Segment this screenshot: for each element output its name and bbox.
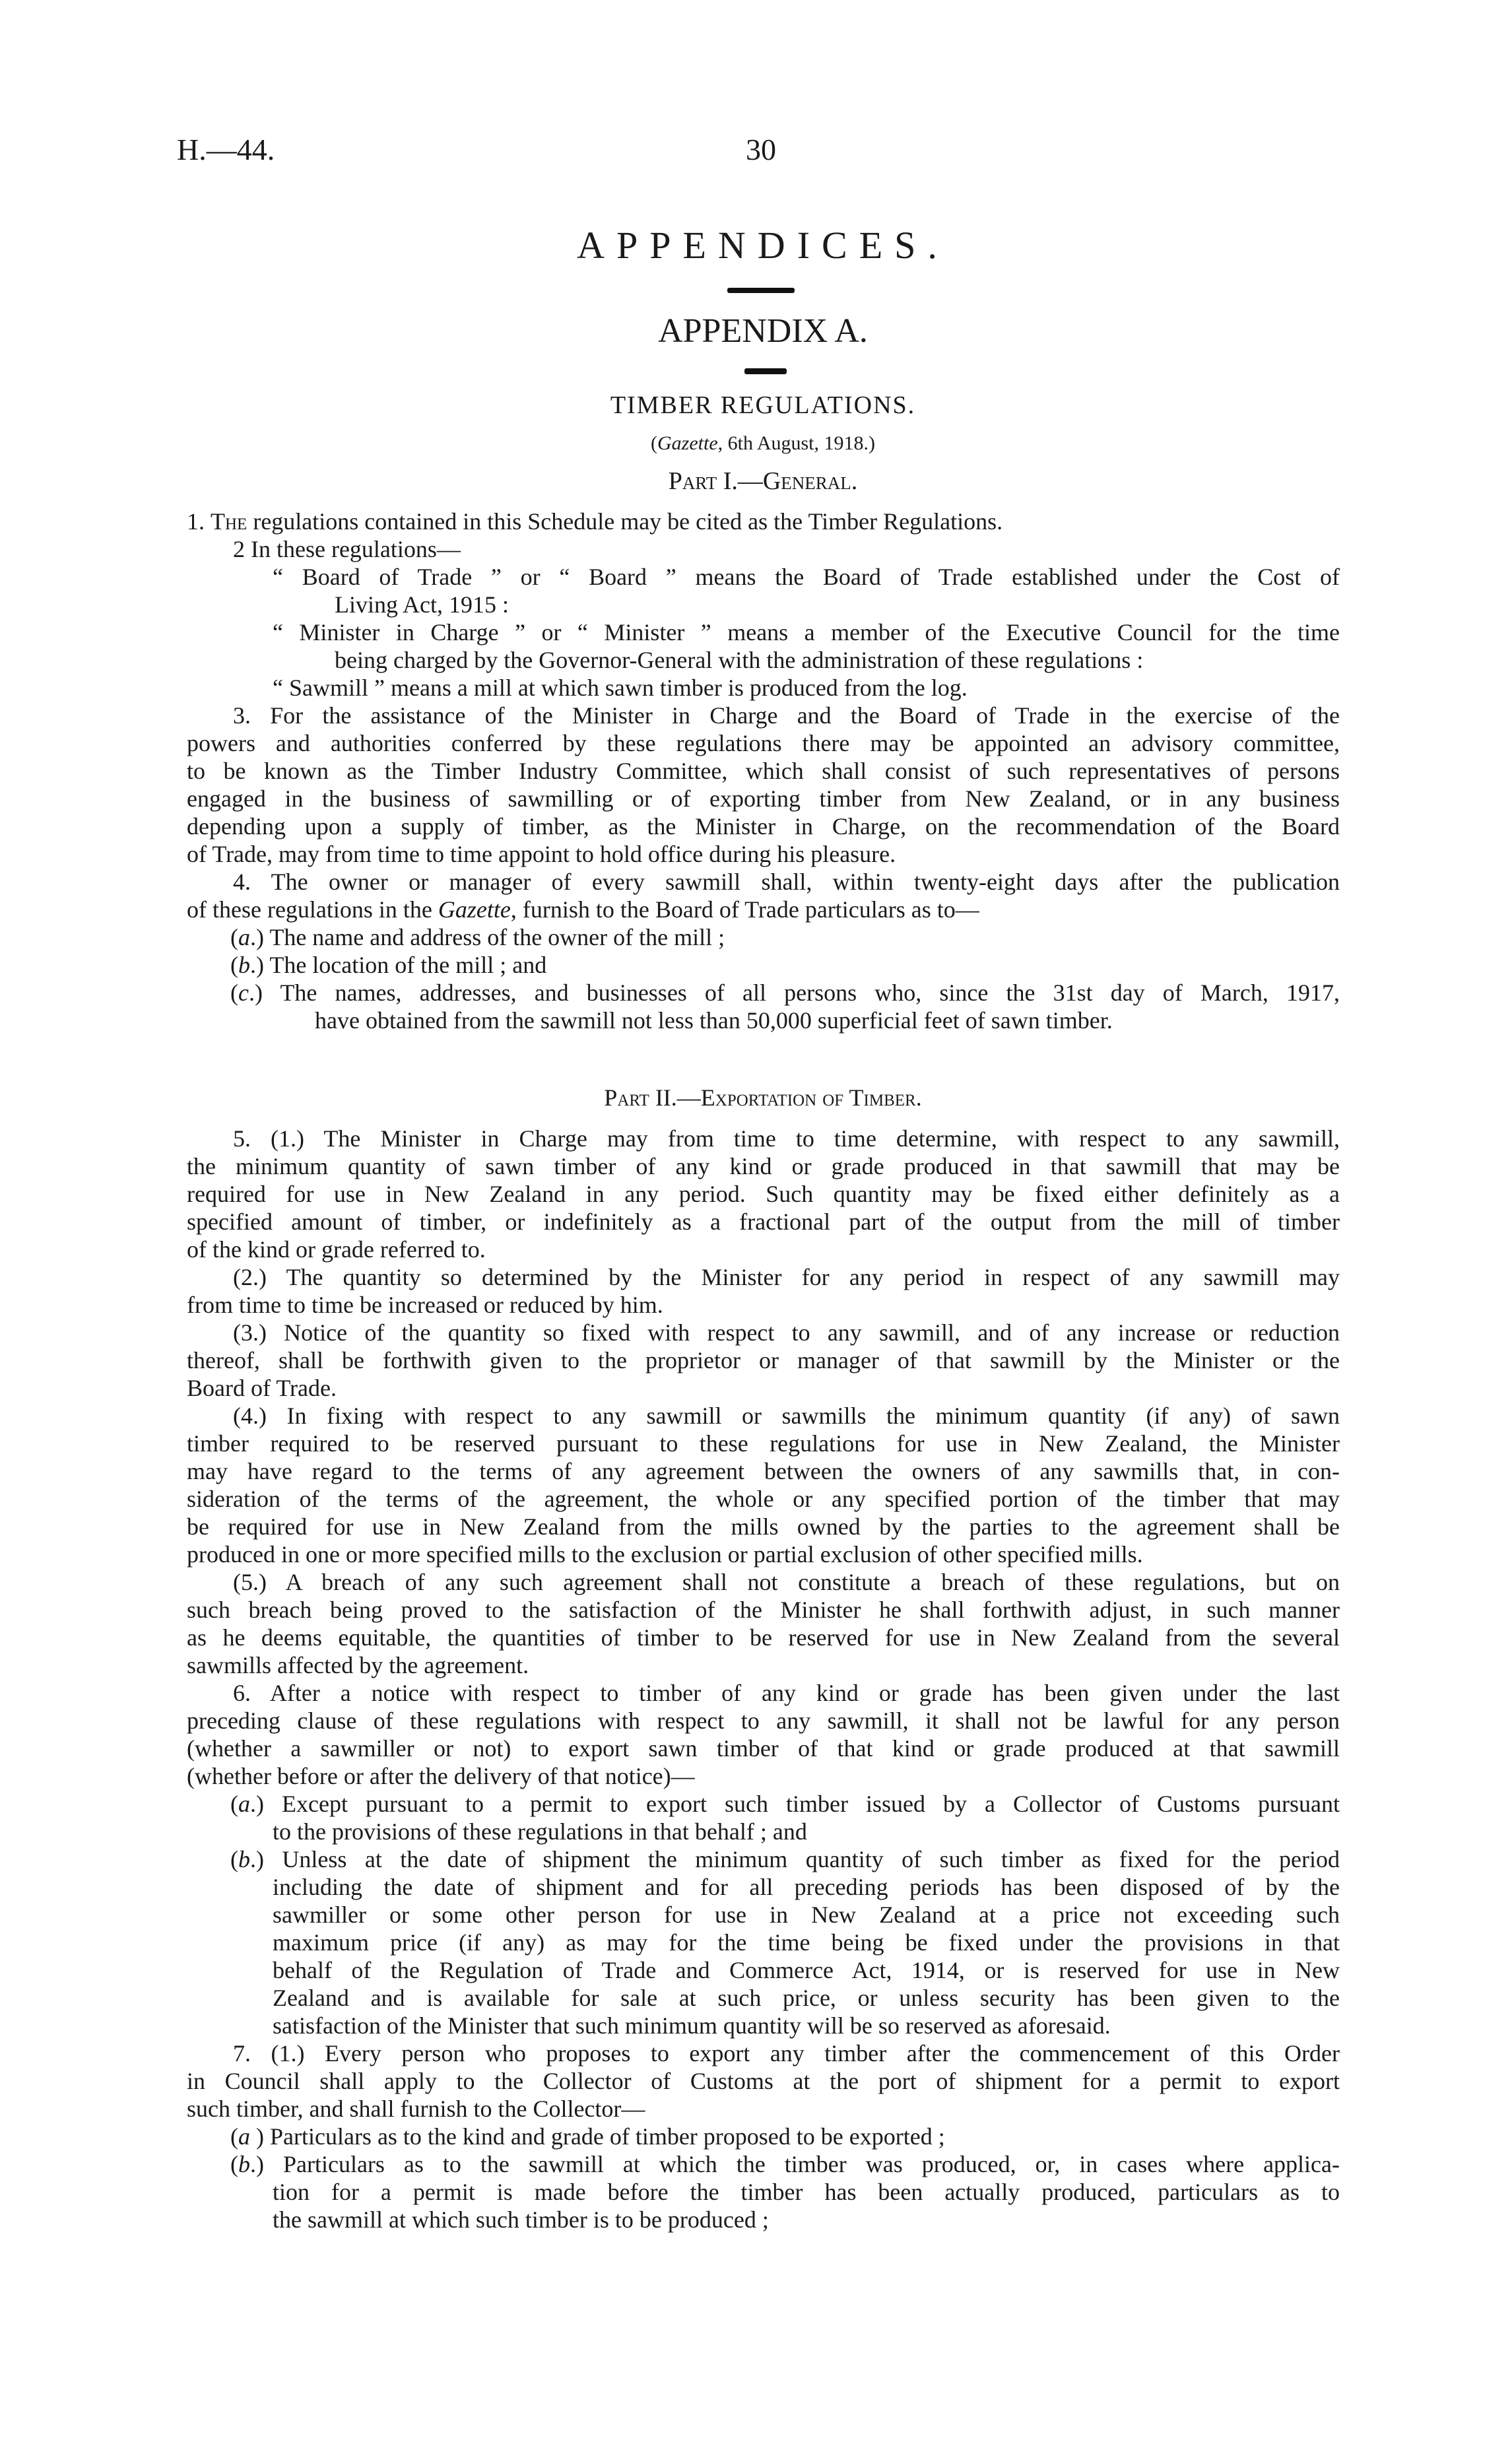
text-line <box>187 923 1340 951</box>
text-line <box>187 1901 1340 1929</box>
text-line <box>187 563 1340 591</box>
text-line <box>187 1956 1340 1984</box>
text-line <box>187 1984 1340 2012</box>
text-line <box>187 896 1340 923</box>
text-segment: to be known as the Timber Industry Committee, which shall consist of such representatives of persons <box>187 758 1340 784</box>
text-line <box>187 1007 1340 1034</box>
text-line <box>187 979 1340 1007</box>
text-line <box>187 1873 1340 1901</box>
text-segment: (2.) The quantity so determined by the Minister for any period in respect of any sawmill may <box>233 1264 1340 1290</box>
text-segment: 7. (1.) Every person who proposes to export any timber after the commencement of this Order <box>233 2040 1340 2067</box>
page-number: 30 <box>746 133 776 166</box>
text-line <box>187 1762 1340 1790</box>
text-segment: regulations contained in this Schedule may be cited as the Timber Regulations. <box>247 508 1003 535</box>
text-segment: c <box>238 979 249 1006</box>
text-segment: “ Board of Trade ” or “ Board ” means the Board of Trade established under the Cost of <box>273 564 1340 590</box>
text-segment: The <box>211 508 247 535</box>
text-segment: 2 In these regulations— <box>233 536 461 562</box>
text-line <box>187 1596 1340 1624</box>
text-line <box>187 785 1340 812</box>
text-line <box>187 1513 1340 1540</box>
text-segment: (whether a sawmiller or not) to export sawn timber of that kind or grade produced at that sawmill <box>187 1735 1340 1762</box>
text-line <box>187 1208 1340 1236</box>
text-line <box>187 1236 1340 1263</box>
text-line <box>187 1402 1340 1430</box>
text-line <box>187 2123 1340 2150</box>
text-line <box>187 1457 1340 1485</box>
gazette-name: Gazette <box>657 432 718 454</box>
text-segment: of these regulations in the <box>187 896 438 923</box>
text-line <box>187 535 1340 563</box>
text-segment: ( <box>230 1846 238 1872</box>
text-segment: maximum price (if any) as may for the time being be fixed under the provisions in that <box>273 1929 1340 1956</box>
text-segment: 5. (1.) The Minister in Charge may from time to time determine, with respect to any sawmill, <box>233 1125 1340 1152</box>
text-segment: Zealand and is available for sale at such price, or unless security has been given to the <box>273 1985 1340 2011</box>
text-segment: preceding clause of these regulations with respect to any sawmill, it shall not be lawful for any person <box>187 1707 1340 1734</box>
text-segment: as he deems equitable, the quantities of timber to be reserved for use in New Zealand from the several <box>187 1624 1340 1651</box>
text-line <box>187 1707 1340 1735</box>
text-line <box>187 1180 1340 1208</box>
text-segment: such breach being proved to the satisfaction of the Minister he shall forthwith adjust, in such manner <box>187 1597 1340 1623</box>
text-line <box>187 1624 1340 1651</box>
text-segment: (whether before or after the delivery of that notice)— <box>187 1763 695 1789</box>
text-line <box>187 1430 1340 1457</box>
text-segment: .) The names, addresses, and businesses of all persons who, since the 31st day of March, 1917, <box>248 979 1340 1006</box>
text-segment: Gazette <box>438 896 511 923</box>
text-segment: b <box>238 952 250 978</box>
text-segment: ( <box>230 924 238 950</box>
text-line <box>187 2206 1340 2233</box>
appendix-a-heading: APPENDIX A. <box>658 312 868 350</box>
text-line <box>187 1568 1340 1596</box>
text-segment: “ Sawmill ” means a mill at which sawn timber is produced from the log. <box>273 675 968 701</box>
text-line <box>187 702 1340 729</box>
text-segment: engaged in the business of sawmilling or of exporting timber from New Zealand, or in any business <box>187 785 1340 812</box>
text-line <box>187 1485 1340 1513</box>
text-line <box>187 1651 1340 1679</box>
text-segment: sawmills affected by the agreement. <box>187 1652 529 1678</box>
heading-rule <box>744 368 787 374</box>
text-segment: Living Act, 1915 : <box>335 591 509 618</box>
text-segment: (3.) Notice of the quantity so fixed with respect to any sawmill, and of any increase or reduction <box>233 1319 1340 1346</box>
text-line <box>187 757 1340 785</box>
text-segment: such timber, and shall furnish to the Collector— <box>187 2096 645 2122</box>
text-line <box>187 674 1340 702</box>
text-segment: sawmiller or some other person for use in New Zealand at a price not exceeding such <box>273 1902 1340 1928</box>
text-segment: ( <box>230 2151 238 2177</box>
text-line <box>187 951 1340 979</box>
text-segment: 3. For the assistance of the Minister in Charge and the Board of Trade in the exercise of the <box>233 702 1340 729</box>
text-segment: .) Particulars as to the sawmill at which the timber was produced, or, in cases where applica- <box>250 2151 1340 2177</box>
heading-rule <box>727 288 795 293</box>
text-segment: b <box>238 2151 250 2177</box>
text-segment: 1. <box>187 508 211 535</box>
text-line <box>187 2095 1340 2123</box>
part-2-body <box>187 1125 1340 2233</box>
text-line <box>187 1929 1340 1956</box>
text-line <box>187 1319 1340 1346</box>
gazette-date: , 6th August, 1918.) <box>717 432 875 454</box>
text-line <box>187 2150 1340 2178</box>
text-line <box>187 508 1340 535</box>
text-segment: from time to time be increased or reduced by him. <box>187 1292 663 1318</box>
text-segment: the minimum quantity of sawn timber of any kind or grade produced in that sawmill that may be <box>187 1153 1340 1179</box>
text-segment: ) Particulars as to the kind and grade of timber proposed to be exported ; <box>250 2123 945 2150</box>
text-line <box>187 840 1340 868</box>
text-line <box>187 1735 1340 1762</box>
text-segment: ( <box>230 979 238 1006</box>
text-segment: ( <box>230 2123 238 2150</box>
gazette-citation <box>0 432 1512 455</box>
text-line <box>187 1152 1340 1180</box>
text-line <box>187 2012 1340 2039</box>
text-line <box>187 1540 1340 1568</box>
text-segment: produced in one or more specified mills to the exclusion or partial exclusion of other specified mills. <box>187 1541 1143 1568</box>
text-segment: satisfaction of the Minister that such minimum quantity will be so reserved as aforesaid. <box>273 2012 1111 2039</box>
text-segment: have obtained from the sawmill not less than 50,000 superficial feet of sawn timber. <box>315 1007 1113 1034</box>
text-segment: including the date of shipment and for all preceding periods has been disposed of by the <box>273 1874 1340 1900</box>
text-segment: may have regard to the terms of any agreement between the owners of any sawmills that, in con- <box>187 1458 1340 1484</box>
text-segment: sideration of the terms of the agreement, the whole or any specified portion of the timber that may <box>187 1486 1340 1512</box>
text-segment: depending upon a supply of timber, as the Minister in Charge, on the recommendation of the Board <box>187 813 1340 840</box>
gazette-open: ( <box>651 432 657 454</box>
text-line <box>187 1291 1340 1319</box>
text-segment: to the provisions of these regulations in that behalf ; and <box>273 1818 807 1845</box>
text-segment: 6. After a notice with respect to timber of any kind or grade has been given under the last <box>233 1680 1340 1706</box>
text-line <box>187 618 1340 646</box>
text-line <box>187 812 1340 840</box>
text-segment: .) The location of the mill ; and <box>250 952 547 978</box>
text-segment: “ Minister in Charge ” or “ Minister ” means a member of the Executive Council for the time <box>273 619 1340 645</box>
appendices-heading: APPENDICES. <box>577 224 949 267</box>
text-segment: being charged by the Governor-General with the administration of these regulations : <box>335 647 1144 673</box>
text-line <box>187 2178 1340 2206</box>
text-segment: of Trade, may from time to time appoint to hold office during his pleasure. <box>187 841 896 867</box>
text-segment: b <box>238 1846 250 1872</box>
text-segment: the sawmill at which such timber is to be produced ; <box>273 2206 769 2233</box>
text-segment: thereof, shall be forthwith given to the proprietor or manager of that sawmill by the Minister or the <box>187 1347 1340 1373</box>
text-segment: a <box>238 2123 250 2150</box>
timber-regulations-title: TIMBER REGULATIONS. <box>610 391 916 419</box>
text-segment: .) Unless at the date of shipment the minimum quantity of such timber as fixed for the period <box>250 1846 1340 1872</box>
text-segment: powers and authorities conferred by these regulations there may be appointed an advisory committee, <box>187 730 1340 756</box>
text-segment: in Council shall apply to the Collector of Customs at the port of shipment for a permit to export <box>187 2068 1340 2094</box>
text-line <box>187 1790 1340 1818</box>
text-segment: tion for a permit is made before the timber has been actually produced, particulars as to <box>273 2179 1340 2205</box>
text-segment: behalf of the Regulation of Trade and Commerce Act, 1914, or is reserved for use in New <box>273 1957 1340 1983</box>
text-segment: a <box>238 1791 250 1817</box>
text-line <box>187 1679 1340 1707</box>
text-line <box>187 1346 1340 1374</box>
text-segment: ( <box>230 952 238 978</box>
document-reference: H.—44. <box>177 133 275 166</box>
text-line <box>187 729 1340 757</box>
text-line <box>187 1263 1340 1291</box>
text-segment: timber required to be reserved pursuant to these regulations for use in New Zealand, the Minister <box>187 1430 1340 1457</box>
text-line <box>187 2067 1340 2095</box>
part-1-heading: Part I.—General. <box>668 467 858 495</box>
text-segment: .) The name and address of the owner of the mill ; <box>250 924 725 950</box>
text-line <box>187 1845 1340 1873</box>
text-segment: ( <box>230 1791 238 1817</box>
text-line <box>187 1125 1340 1152</box>
part-2-heading: Part II.—Exportation of Timber. <box>604 1084 922 1111</box>
text-line <box>187 591 1340 618</box>
text-line <box>187 1374 1340 1402</box>
text-line <box>187 1818 1340 1845</box>
text-segment: be required for use in New Zealand from the mills owned by the parties to the agreement shall be <box>187 1513 1340 1540</box>
text-segment: required for use in New Zealand in any period. Such quantity may be fixed either definitely as a <box>187 1181 1340 1207</box>
text-segment: a <box>238 924 250 950</box>
text-segment: .) Except pursuant to a permit to export such timber issued by a Collector of Customs pursuant <box>250 1791 1340 1817</box>
text-segment: 4. The owner or manager of every sawmill shall, within twenty-eight days after the publication <box>233 869 1340 895</box>
text-segment: Board of Trade. <box>187 1375 337 1401</box>
part-1-body <box>187 508 1340 1034</box>
text-line <box>187 646 1340 674</box>
text-segment: of the kind or grade referred to. <box>187 1236 486 1263</box>
text-segment: specified amount of timber, or indefinitely as a fractional part of the output from the mill of timber <box>187 1208 1340 1235</box>
text-line <box>187 2039 1340 2067</box>
text-segment: , furnish to the Board of Trade particulars as to— <box>510 896 979 923</box>
text-segment: (4.) In fixing with respect to any sawmill or sawmills the minimum quantity (if any) of sawn <box>233 1403 1340 1429</box>
text-line <box>187 868 1340 896</box>
text-segment: (5.) A breach of any such agreement shall not constitute a breach of these regulations, but on <box>233 1569 1340 1595</box>
